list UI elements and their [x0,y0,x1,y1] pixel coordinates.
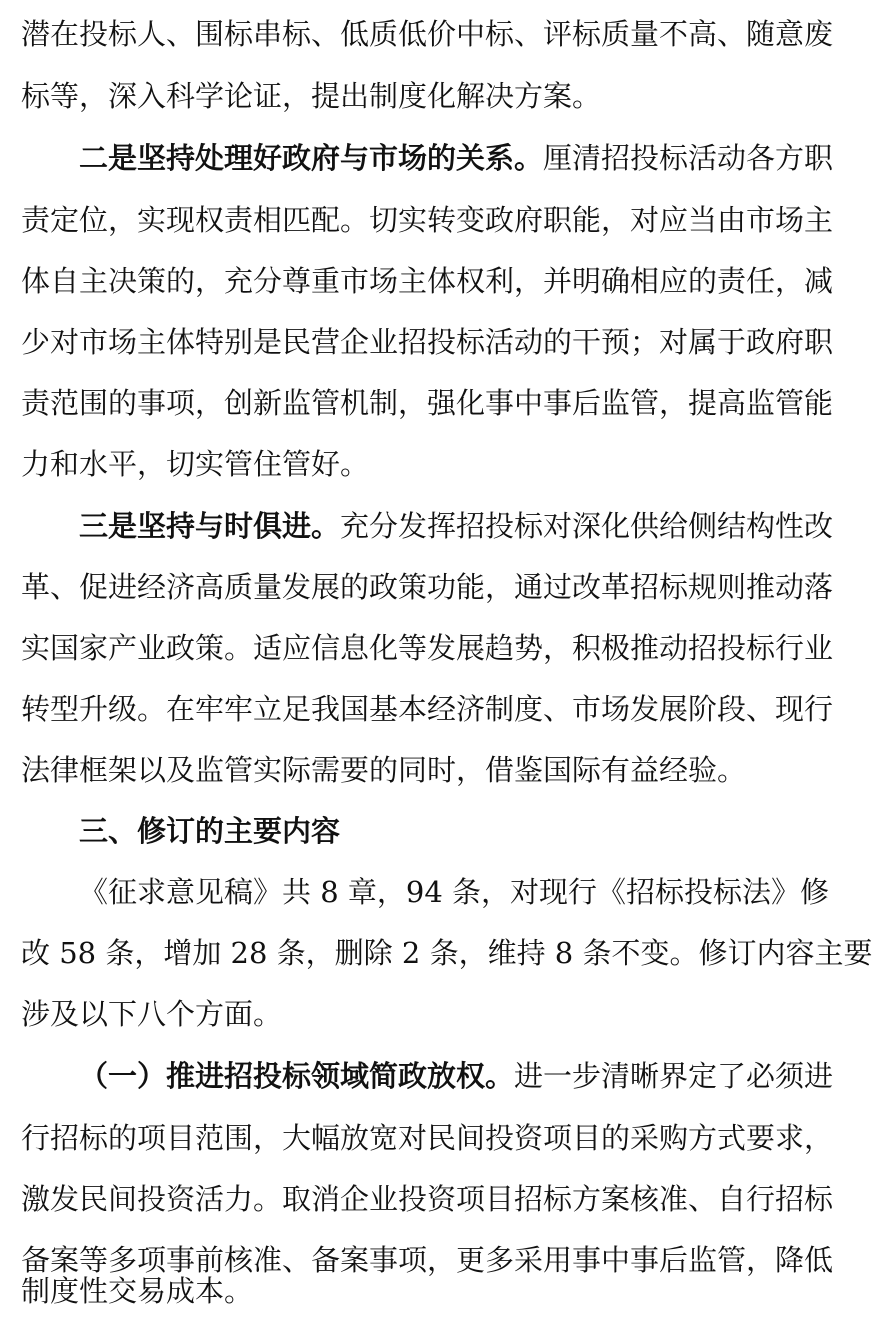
paragraph-3-line-4: 转型升级。在牢牢立足我国基本经济制度、市场发展阶段、现行 [21,692,834,726]
paragraph-1-line-2: 标等，深入科学论证，提出制度化解决方案。 [21,79,602,113]
paragraph-2-line-1 [79,130,834,186]
paragraph-4-line-2: 改 58 条，增加 28 条，删除 2 条，维持 8 条不变。修订内容主要 [21,936,872,970]
paragraph-2-line-1-rest: 厘清招投标活动各方职 [543,141,834,175]
paragraph-3-line-1 [79,498,834,554]
paragraph-2-line-5: 责范围的事项，创新监管机制，强化事中事后监管，提高监管能 [21,386,834,420]
paragraph-4-line-3: 涉及以下八个方面。 [21,997,283,1031]
paragraph-2-line-3: 体自主决策的，充分尊重市场主体权利，并明确相应的责任，减 [21,264,834,298]
paragraph-2-line-4: 少对市场主体特别是民营企业招投标活动的干预；对属于政府职 [21,325,834,359]
paragraph-5-line-3: 激发民间投资活力。取消企业投资项目招标方案核准、自行招标 [21,1182,834,1216]
paragraph-3-line-2: 革、促进经济高质量发展的政策功能，通过改革招标规则推动落 [21,570,834,604]
paragraph-5-line-4: 备案等多项事前核准、备案事项，更多采用事中事后监管，降低 [21,1243,834,1277]
paragraph-5-line-1-rest: 进一步清晰界定了必须进 [514,1059,834,1093]
paragraph-2-line-2: 责定位，实现权责相匹配。切实转变政府职能，对应当由市场主 [21,203,834,237]
paragraph-5-line-2: 行招标的项目范围，大幅放宽对民间投资项目的采购方式要求， [21,1121,834,1155]
paragraph-3-line-5: 法律框架以及监管实际需要的同时，借鉴国际有益经验。 [21,753,747,787]
paragraph-5-line-5: 制度性交易成本。 [21,1274,254,1308]
section-heading: 三、修订的主要内容 [79,814,341,848]
paragraph-2-line-6: 力和水平，切实管住管好。 [21,447,370,481]
paragraph-5-lead: （一）推进招投标领域简政放权。 [79,1059,515,1093]
paragraph-3-line-1-rest: 充分发挥招投标对深化供给侧结构性改 [340,509,834,543]
paragraph-5-line-1 [79,1048,834,1104]
paragraph-1-line-1: 潜在投标人、围标串标、低质低价中标、评标质量不高、随意废 [21,17,834,51]
paragraph-3-lead: 三是坚持与时俱进。 [79,509,341,543]
paragraph-4-line-1: 《征求意见稿》共 8 章，94 条，对现行《招标投标法》修 [79,875,830,909]
paragraph-3-line-3: 实国家产业政策。适应信息化等发展趋势，积极推动招投标行业 [21,631,834,665]
paragraph-2-lead: 二是坚持处理好政府与市场的关系。 [79,141,544,175]
